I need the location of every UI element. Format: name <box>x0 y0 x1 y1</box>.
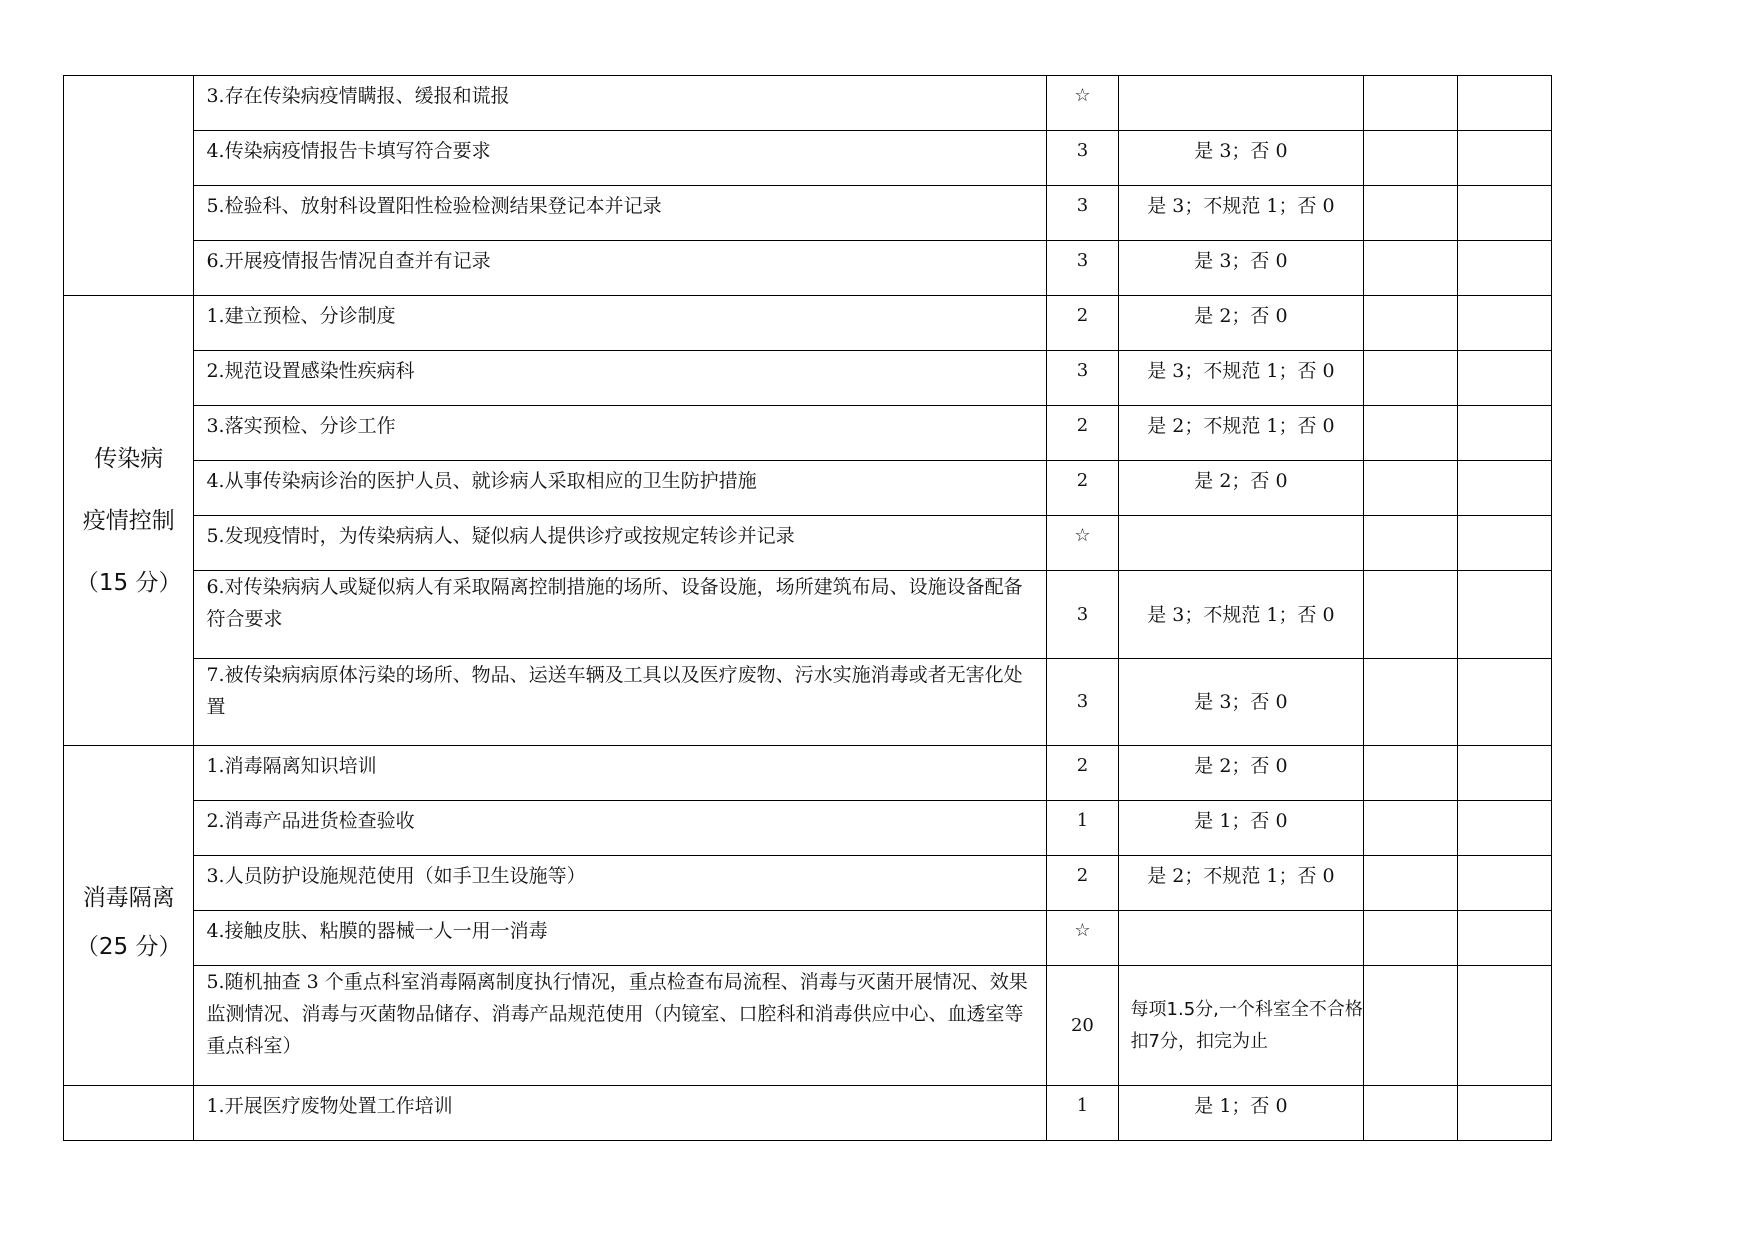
blank-cell <box>1364 856 1457 911</box>
table-row <box>64 911 1552 966</box>
blank-cell <box>1364 1086 1457 1141</box>
blank-cell <box>1457 351 1551 406</box>
blank-cell <box>1364 351 1457 406</box>
blank-cell <box>1457 516 1551 571</box>
item-text: 6.开展疫情报告情况自查并有记录 <box>194 241 1047 296</box>
score-value: 2 <box>1047 406 1118 461</box>
score-value: 1 <box>1047 801 1118 856</box>
blank-cell <box>1457 296 1551 351</box>
criteria-text: 是 2；不规范 1；否 0 <box>1118 856 1364 911</box>
table-row <box>64 516 1552 571</box>
criteria-text: 是 2；不规范 1；否 0 <box>1118 406 1364 461</box>
blank-cell <box>1457 966 1551 1086</box>
item-text: 3.存在传染病疫情瞒报、缓报和谎报 <box>194 76 1047 131</box>
blank-cell <box>1457 571 1551 659</box>
item-text: 5.发现疫情时，为传染病病人、疑似病人提供诊疗或按规定转诊并记录 <box>194 516 1047 571</box>
blank-cell <box>1364 801 1457 856</box>
blank-cell <box>1364 571 1457 659</box>
blank-cell <box>1364 966 1457 1086</box>
score-star-icon: ☆ <box>1047 76 1118 131</box>
score-value: 3 <box>1047 351 1118 406</box>
blank-cell <box>1457 131 1551 186</box>
inspection-table <box>63 75 1552 1141</box>
item-text: 4.从事传染病诊治的医护人员、就诊病人采取相应的卫生防护措施 <box>194 461 1047 516</box>
blank-cell <box>1457 746 1551 801</box>
score-star-icon: ☆ <box>1047 516 1118 571</box>
score-value: 3 <box>1047 131 1118 186</box>
table-row <box>64 746 1552 801</box>
category-cell-blank <box>64 1086 194 1141</box>
criteria-text: 是 1；否 0 <box>1118 1086 1364 1141</box>
item-text: 2.规范设置感染性疾病科 <box>194 351 1047 406</box>
blank-cell <box>1364 461 1457 516</box>
blank-cell <box>1457 76 1551 131</box>
blank-cell <box>1364 186 1457 241</box>
score-value: 3 <box>1047 659 1118 746</box>
table-row <box>64 659 1552 746</box>
item-text: 4.传染病疫情报告卡填写符合要求 <box>194 131 1047 186</box>
table-row <box>64 296 1552 351</box>
table-row <box>64 461 1552 516</box>
blank-cell <box>1364 131 1457 186</box>
criteria-text: 是 3；否 0 <box>1118 659 1364 746</box>
criteria-text: 每项1.5分,一个科室全不合格扣7分，扣完为止 <box>1118 966 1364 1086</box>
blank-cell <box>1457 659 1551 746</box>
table-row <box>64 856 1552 911</box>
criteria-text: 是 3；不规范 1；否 0 <box>1118 186 1364 241</box>
blank-cell <box>1457 186 1551 241</box>
item-text: 2.消毒产品进货检查验收 <box>194 801 1047 856</box>
item-text: 1.消毒隔离知识培训 <box>194 746 1047 801</box>
category-name: 疫情控制 <box>82 507 175 534</box>
category-points: （25 分） <box>75 933 182 960</box>
score-value: 3 <box>1047 571 1118 659</box>
score-value: 1 <box>1047 1086 1118 1141</box>
table-row <box>64 241 1552 296</box>
table-row <box>64 131 1552 186</box>
table-row <box>64 76 1552 131</box>
category-points: （15 分） <box>75 569 182 596</box>
score-value: 2 <box>1047 296 1118 351</box>
score-value: 2 <box>1047 746 1118 801</box>
table-row <box>64 186 1552 241</box>
item-text: 7.被传染病病原体污染的场所、物品、运送车辆及工具以及医疗废物、污水实施消毒或者无害化处置 <box>194 659 1047 746</box>
criteria-text: 是 3；否 0 <box>1118 131 1364 186</box>
item-text: 3.落实预检、分诊工作 <box>194 406 1047 461</box>
table-row <box>64 571 1552 659</box>
criteria-text: 是 3；不规范 1；否 0 <box>1118 571 1364 659</box>
blank-cell <box>1364 746 1457 801</box>
blank-cell <box>1457 856 1551 911</box>
criteria-text: 是 2；否 0 <box>1118 746 1364 801</box>
item-text: 1.建立预检、分诊制度 <box>194 296 1047 351</box>
category-cell <box>64 296 194 746</box>
table-row <box>64 406 1552 461</box>
item-text: 5.检验科、放射科设置阳性检验检测结果登记本并记录 <box>194 186 1047 241</box>
criteria-text <box>1118 911 1364 966</box>
criteria-text: 是 2；否 0 <box>1118 296 1364 351</box>
table-row <box>64 801 1552 856</box>
blank-cell <box>1364 406 1457 461</box>
blank-cell <box>1364 516 1457 571</box>
score-star-icon: ☆ <box>1047 911 1118 966</box>
blank-cell <box>1457 1086 1551 1141</box>
criteria-text: 是 1；否 0 <box>1118 801 1364 856</box>
category-cell-blank <box>64 76 194 296</box>
table-row <box>64 351 1552 406</box>
item-text: 4.接触皮肤、粘膜的器械一人一用一消毒 <box>194 911 1047 966</box>
blank-cell <box>1457 241 1551 296</box>
blank-cell <box>1364 296 1457 351</box>
blank-cell <box>1364 659 1457 746</box>
score-value: 2 <box>1047 856 1118 911</box>
criteria-text: 是 2；否 0 <box>1118 461 1364 516</box>
item-text: 6.对传染病病人或疑似病人有采取隔离控制措施的场所、设备设施，场所建筑布局、设施设备配备符合要求 <box>194 571 1047 659</box>
criteria-text <box>1118 76 1364 131</box>
item-text: 5.随机抽查 3 个重点科室消毒隔离制度执行情况，重点检查布局流程、消毒与灭菌开展情况、效果监测情况、消毒与灭菌物品储存、消毒产品规范使用（内镜室、口腔科和消毒供应中心、血透室等重点科室） <box>194 966 1047 1086</box>
blank-cell <box>1457 461 1551 516</box>
blank-cell <box>1457 911 1551 966</box>
category-name: 消毒隔离 <box>82 884 175 911</box>
table-row <box>64 966 1552 1086</box>
blank-cell <box>1457 406 1551 461</box>
blank-cell <box>1364 241 1457 296</box>
score-value: 3 <box>1047 186 1118 241</box>
score-value: 20 <box>1047 966 1118 1086</box>
item-text: 3.人员防护设施规范使用（如手卫生设施等） <box>194 856 1047 911</box>
blank-cell <box>1364 76 1457 131</box>
blank-cell <box>1457 801 1551 856</box>
blank-cell <box>1364 911 1457 966</box>
score-value: 3 <box>1047 241 1118 296</box>
criteria-text: 是 3；否 0 <box>1118 241 1364 296</box>
table-row <box>64 1086 1552 1141</box>
score-value: 2 <box>1047 461 1118 516</box>
criteria-text: 是 3；不规范 1；否 0 <box>1118 351 1364 406</box>
category-name: 传染病 <box>94 445 164 472</box>
category-cell <box>64 746 194 1086</box>
criteria-text <box>1118 516 1364 571</box>
item-text: 1.开展医疗废物处置工作培训 <box>194 1086 1047 1141</box>
